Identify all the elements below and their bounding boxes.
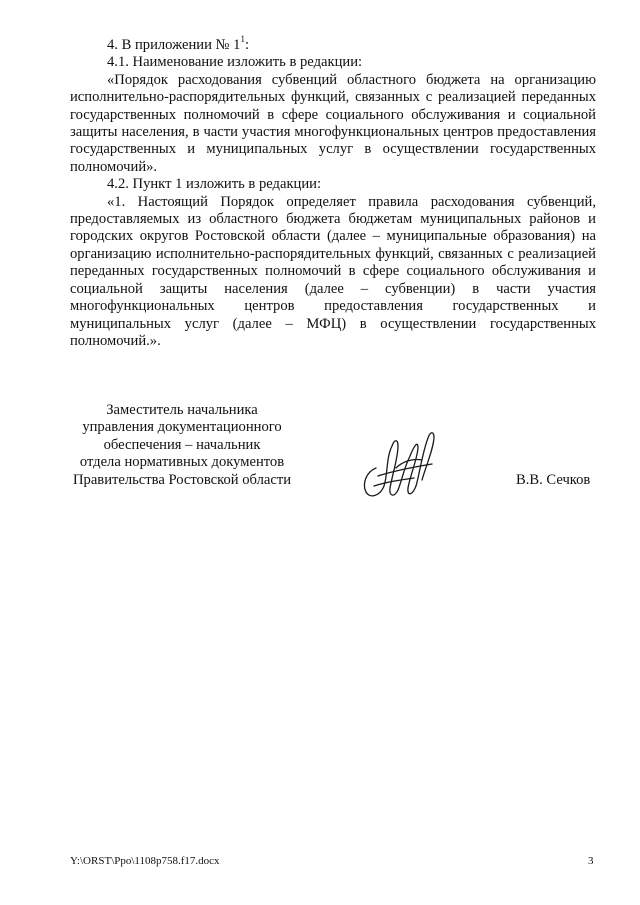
signatory-title-block (62, 402, 302, 489)
item-4-1-text: «Порядок расходования субвенций областного бюджета на организацию исполнительно-распорядительных функций, связанных с реализацией переданных государственных полномочий в сфере социального обслуживания и социальной защиты населения, в части участия многофункциональных центров предоставления государственных и муниципальных услуг в осуществлении государственных полномочий». (70, 71, 596, 175)
page-number: 3 (588, 855, 594, 867)
signatory-title-line: Правительства Ростовской области (72, 471, 292, 488)
footer-file-path: Y:\ORST\Ppo\1108p758.f17.docx (70, 855, 220, 867)
item-4-1-heading: 4.1. Наименование изложить в редакции: (107, 54, 363, 71)
item-4-2-heading: 4.2. Пункт 1 изложить в редакции: (107, 176, 322, 193)
signatory-title-line: управления документационного (82, 419, 282, 436)
item-4-suffix: : (244, 37, 249, 53)
item-4-text: 4. В приложении № 1 (107, 37, 241, 53)
item-4-heading (70, 34, 596, 54)
signer-name: В.В. Сечков (516, 472, 591, 488)
item-4-superscript: 1 (240, 34, 245, 45)
document-body (70, 34, 596, 350)
handwritten-signature-icon (356, 428, 442, 506)
item-4-2-text: «1. Настоящий Порядок определяет правила расходования субвенций, предоставляемых из областного бюджета бюджетам муниципальных районов и городских округов Ростовской области (далее – муниципальные образования) на организацию исполнительно-распорядительных функций, связанных с реализацией переданных государственных полномочий в сфере социального обслуживания и социальной защиты населения (далее – субвенции) в части участия многофункциональных центров предоставления государственных и муниципальных услуг (далее – МФЦ) в осуществлении государственных полномочий.». (70, 193, 596, 349)
signatory-title-line: обеспечения – начальник (103, 436, 261, 453)
signatory-title-line: отдела нормативных документов (79, 454, 285, 471)
signatory-title-line: Заместитель начальника (106, 402, 258, 418)
